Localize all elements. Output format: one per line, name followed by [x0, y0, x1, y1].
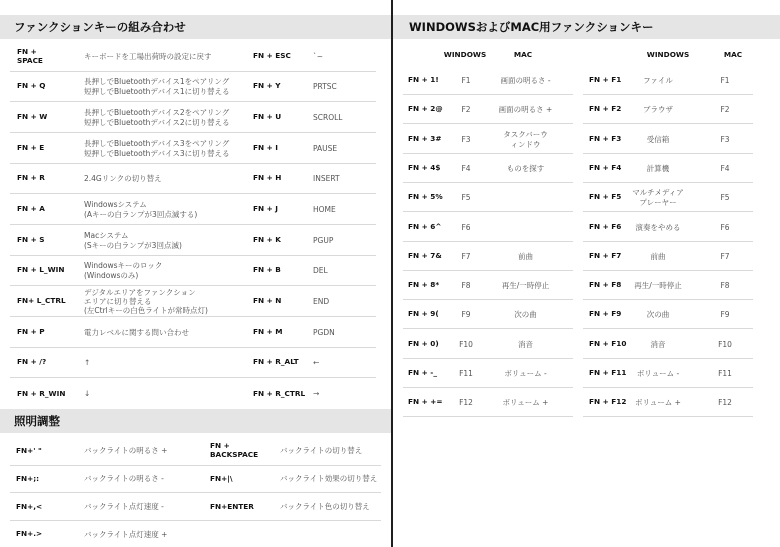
- fkey-mac-value: ものを探す: [506, 163, 545, 173]
- lighting-description: [280, 521, 385, 547]
- combo-description: `~: [313, 51, 324, 61]
- right-panel: [393, 0, 780, 547]
- combo-description: 長押しでBluetoothデバイス2をペアリング 短押しでBluetoothデバイス2に切り替える: [84, 108, 230, 127]
- fkey-row: [583, 126, 753, 154]
- fkey-windows-value: 前曲: [650, 251, 666, 261]
- fkey-row: [583, 96, 753, 124]
- col-header-mac-b: MAC: [723, 50, 743, 59]
- fkey-combo: FN + 4$: [408, 163, 441, 173]
- fkey-row: [583, 272, 753, 300]
- fkey-mac-value: F1: [720, 75, 730, 85]
- lighting-description: バックライトの明るさ -: [84, 474, 164, 484]
- fkey-mac-value: F2: [720, 104, 730, 114]
- combo-description: →: [313, 389, 320, 399]
- fkey-combo: FN + F6: [589, 222, 622, 232]
- fkey-mac-value: ボリューム +: [502, 397, 549, 407]
- fkey-windows-value: ボリューム -: [636, 368, 680, 378]
- combo-key: FN + H: [253, 173, 282, 183]
- fkey-combo: FN + 9(: [408, 309, 439, 319]
- combo-row: [10, 287, 376, 317]
- combo-description: PRTSC: [313, 81, 337, 91]
- col-header-mac-a: MAC: [513, 50, 533, 59]
- fkey-combo: FN + 5%: [408, 192, 443, 202]
- fkey-row: [403, 301, 573, 329]
- fkey-combo: FN + F3: [589, 134, 622, 144]
- fkey-row: [583, 301, 753, 329]
- fkey-row: [403, 184, 573, 212]
- fkey-row: [403, 243, 573, 271]
- combo-row: [10, 72, 376, 102]
- fkey-windows-value: F12: [459, 397, 473, 407]
- combo-description: 電力レベルに関する問い合わせ: [84, 327, 189, 337]
- combo-description: ↓: [84, 389, 91, 399]
- fkey-row: [583, 360, 753, 388]
- lighting-description: バックライトの切り替え: [280, 446, 363, 456]
- combo-description: PAUSE: [313, 143, 338, 153]
- combo-key: FN + I: [253, 143, 279, 153]
- fkey-combo: FN + 7&: [408, 251, 442, 261]
- combo-description: 長押しでBluetoothデバイス3をペアリング 短押しでBluetoothデバイス3に切り替える: [84, 139, 230, 158]
- col-header-windows-a: WINDOWS: [443, 50, 487, 59]
- fkey-windows-value: ブラウザ: [643, 104, 673, 114]
- fkey-combo: FN + 8*: [408, 280, 440, 290]
- fkey-row: [583, 331, 753, 359]
- fkey-windows-value: ファイル: [643, 75, 673, 85]
- lighting-key: FN+|\: [210, 473, 233, 483]
- fkey-combo: FN + F8: [589, 280, 622, 290]
- combo-key: FN + Y: [253, 81, 281, 91]
- combo-key: FN + L_WIN: [17, 265, 65, 275]
- combo-key: FN + K: [253, 235, 281, 245]
- lighting-description: バックライト効果の切り替え: [280, 474, 378, 484]
- combo-key: FN + /?: [17, 357, 47, 367]
- fkey-windows-value: 演奏をやめる: [635, 222, 681, 232]
- fkey-windows-value: 再生/一時停止: [634, 280, 682, 290]
- fkey-mac-value: 画面の明るさ +: [498, 104, 553, 114]
- lighting-row: [10, 521, 381, 547]
- combo-key: FN + A: [17, 204, 45, 214]
- combo-key: FN + R_CTRL: [253, 388, 306, 398]
- combo-description: 長押しでBluetoothデバイス1をペアリング 短押しでBluetoothデバイス1に切り替える: [84, 77, 230, 96]
- fkey-mac-value: 前曲: [518, 251, 533, 261]
- fkey-mac-value: F4: [720, 163, 730, 173]
- fkey-row: [403, 155, 573, 183]
- combo-row: [10, 256, 376, 286]
- combo-key: FN + R_ALT: [253, 357, 299, 367]
- fkey-windows-value: 計算機: [646, 163, 670, 173]
- fkey-windows-value: F8: [461, 280, 471, 290]
- lighting-description: バックライト点灯速度 +: [84, 529, 168, 539]
- fkey-mac-value: 画面の明るさ -: [500, 75, 551, 85]
- fkey-row: [403, 126, 573, 154]
- combo-key: FN + B: [253, 265, 281, 275]
- combo-description: 2.4Gリンクの切り替え: [84, 173, 162, 183]
- fkey-combo: FN + -_: [408, 368, 437, 378]
- lighting-key: FN+;:: [16, 473, 40, 483]
- lighting-description: バックライト色の切り替え: [280, 502, 370, 512]
- fkey-mac-value: F12: [718, 397, 732, 407]
- fkey-mac-value: 次の曲: [514, 309, 537, 319]
- fkey-windows-value: F4: [461, 163, 471, 173]
- combo-key: FN + U: [253, 112, 282, 122]
- combo-key: FN + Q: [17, 81, 46, 91]
- fkey-windows-value: F6: [461, 222, 471, 232]
- fkey-mac-value: ボリューム -: [504, 368, 547, 378]
- fkey-windows-value: 受信箱: [646, 134, 670, 144]
- lighting-row: [10, 437, 381, 466]
- fkey-mac-value: F5: [720, 192, 730, 202]
- fkey-row: [583, 389, 753, 417]
- combo-description: DEL: [313, 265, 328, 275]
- combo-key: FN + R_WIN: [17, 388, 66, 398]
- fkey-mac-value: F9: [720, 309, 730, 319]
- fkey-combo: FN + F5: [589, 192, 622, 202]
- fkey-combo: FN + F2: [589, 104, 622, 114]
- combo-key: FN + J: [253, 204, 279, 214]
- fkeys-section-title: WINDOWSおよびMAC用ファンクションキー: [393, 15, 780, 39]
- combo-description: ←: [313, 357, 320, 367]
- fkey-combo: FN + F7: [589, 251, 622, 261]
- combo-description: デジタルエリアをファンクション エリアに切り替える (左Ctrlキーの白色ライトが常時点灯): [84, 287, 208, 316]
- combo-row: [10, 379, 376, 409]
- lighting-key: FN+ENTER: [210, 501, 254, 511]
- fkey-combo: FN + F12: [589, 397, 627, 407]
- fkey-mac-value: F10: [718, 339, 732, 349]
- combo-key: FN+ L_CTRL: [17, 296, 66, 306]
- fkey-mac-value: 再生/一時停止: [501, 280, 550, 290]
- fkey-row: [583, 155, 753, 183]
- lighting-key: FN+,<: [16, 501, 43, 511]
- combo-description: SCROLL: [313, 112, 343, 122]
- fkey-windows-value: F9: [461, 309, 471, 319]
- combo-key: FN + R: [17, 173, 45, 183]
- lighting-row: [10, 466, 381, 493]
- fkey-row: [403, 331, 573, 359]
- combo-row: [10, 348, 376, 378]
- combos-section-title: ファンクションキーの組み合わせ: [0, 15, 391, 39]
- lighting-row: [10, 494, 381, 521]
- combo-key: FN + P: [17, 327, 45, 337]
- fkey-row: [583, 243, 753, 271]
- fkey-windows-value: F11: [459, 368, 473, 378]
- combo-key: FN + ESC: [253, 51, 291, 61]
- fkey-windows-value: マルチメディア プレーヤー: [632, 188, 684, 207]
- lighting-description: バックライトの明るさ +: [84, 446, 168, 456]
- combo-description: PGUP: [313, 235, 334, 245]
- lighting-section-title: 照明調整: [0, 409, 391, 433]
- fkey-windows-value: F3: [461, 134, 471, 144]
- fkey-combo: FN + 0): [408, 339, 439, 349]
- fkey-row: [403, 67, 573, 95]
- combo-description: ↑: [84, 357, 91, 367]
- combo-key: FN + W: [17, 112, 48, 122]
- fkey-row: [403, 272, 573, 300]
- fkey-mac-value: F3: [720, 134, 730, 144]
- combo-key: FN + N: [253, 296, 282, 306]
- fkey-mac-value: [488, 184, 563, 211]
- combo-description: INSERT: [313, 173, 340, 183]
- combo-key: FN + E: [17, 143, 45, 153]
- fkey-combo: FN + F4: [589, 163, 622, 173]
- fkey-row: [403, 360, 573, 388]
- combo-row: [10, 164, 376, 194]
- combo-description: Windowsキーのロック (Windowsのみ): [84, 261, 163, 280]
- fkey-windows-value: ボリューム +: [635, 397, 681, 407]
- fkey-mac-value: [488, 214, 563, 241]
- combo-description: Macシステム (Sキーの白ランプが3回点滅): [84, 231, 182, 250]
- fkey-windows-value: 次の曲: [646, 309, 670, 319]
- combo-description: PGDN: [313, 327, 335, 337]
- combo-row: [10, 134, 376, 164]
- fkey-mac-value: F6: [720, 222, 730, 232]
- fkey-windows-value: 消音: [650, 339, 666, 349]
- lighting-key: FN+.>: [16, 529, 43, 539]
- fkey-mac-value: タスクバーウ ィンドウ: [503, 130, 548, 149]
- fkey-combo: FN + F10: [589, 339, 627, 349]
- fkey-windows-value: F2: [461, 104, 471, 114]
- lighting-key: [210, 521, 280, 547]
- combo-row: [10, 103, 376, 133]
- combo-row: [10, 195, 376, 225]
- combo-description: キーボードを工場出荷時の設定に戻す: [84, 51, 212, 61]
- fkey-row: [403, 214, 573, 242]
- fkey-combo: FN + F9: [589, 309, 622, 319]
- combo-key: FN + S: [17, 235, 45, 245]
- combo-description: END: [313, 296, 330, 306]
- combo-description: Windowsシステム (Aキーの白ランプが3回点滅する): [84, 200, 198, 219]
- fkey-mac-value: F8: [720, 280, 730, 290]
- fkey-mac-value: F7: [720, 251, 730, 261]
- fkey-row: [583, 184, 753, 212]
- fkey-windows-value: F7: [461, 251, 471, 261]
- fkey-combo: FN + 1!: [408, 75, 439, 85]
- fkey-combo: FN + +=: [408, 397, 443, 407]
- fkey-combo: FN + 2@: [408, 104, 443, 114]
- lighting-description: バックライト点灯速度 -: [84, 502, 164, 512]
- combo-row: [10, 42, 376, 72]
- fkey-combo: FN + F1: [589, 75, 622, 85]
- fkey-row: [583, 214, 753, 242]
- fkey-combo: FN + F11: [589, 368, 627, 378]
- fkey-row: [403, 96, 573, 124]
- fkey-combo: FN + 6^: [408, 222, 442, 232]
- fkey-row: [403, 389, 573, 417]
- combo-row: [10, 226, 376, 256]
- fkey-mac-value: F11: [718, 368, 732, 378]
- fkey-windows-value: F1: [461, 75, 471, 85]
- combo-row: [10, 318, 376, 348]
- col-header-windows-b: WINDOWS: [646, 50, 690, 59]
- fkey-row: [583, 67, 753, 95]
- fkey-windows-value: F5: [461, 192, 471, 202]
- fkey-combo: FN + 3#: [408, 134, 442, 144]
- combo-key: FN + M: [253, 327, 283, 337]
- fkey-mac-value: 消音: [518, 339, 533, 349]
- lighting-key: FN+' ": [16, 445, 42, 455]
- combo-key: FN + SPACE: [17, 46, 43, 65]
- combo-description: HOME: [313, 204, 336, 214]
- lighting-key: FN + BACKSPACE: [210, 441, 259, 459]
- fkey-windows-value: F10: [459, 339, 473, 349]
